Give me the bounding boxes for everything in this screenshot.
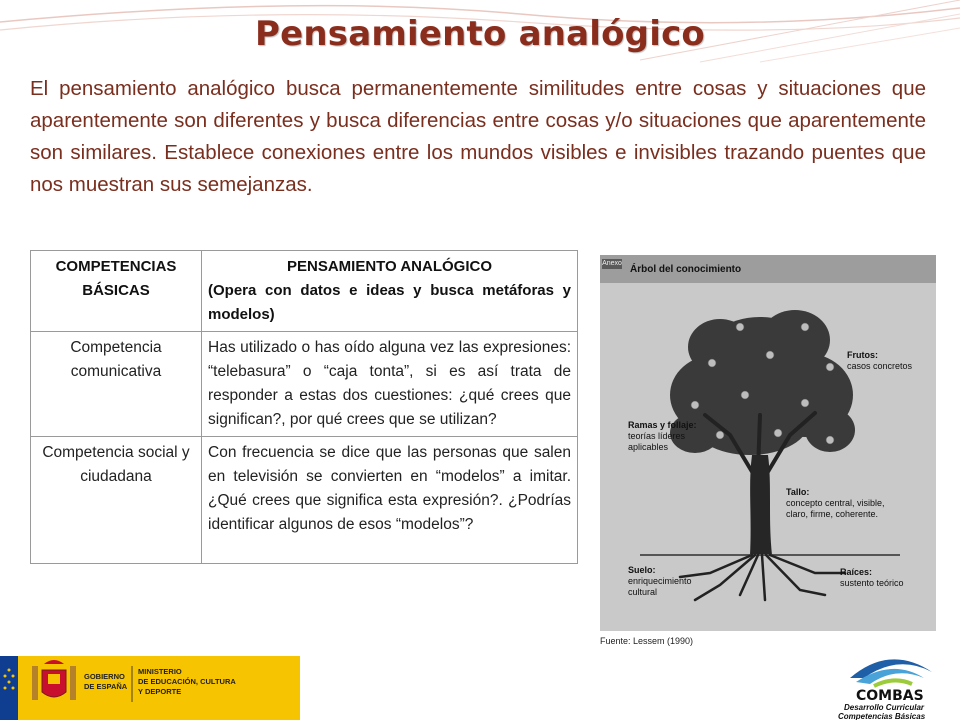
header-competencias: COMPETENCIAS BÁSICAS <box>31 251 202 332</box>
anexo-tag: Anexo <box>602 260 622 267</box>
combas-sub1: Desarrollo Curricular <box>844 703 925 712</box>
ramas-label: Ramas y follaje: teorías líderes aplicables <box>628 420 697 452</box>
table-row <box>31 437 578 564</box>
intro-paragraph: El pensamiento analógico busca permanentemente similitudes entre cosas y situaciones que aparentemente son diferentes y busca diferencias entre cosas y/o situaciones que aparentemente son similares. Establece conexiones entre los mundos visibles e invisibles trazando puentes que nos muestran sus semejanzas. <box>30 77 926 196</box>
tree-title: Árbol del conocimiento <box>630 264 742 275</box>
raices-label: Raíces: sustento teórico <box>840 567 904 588</box>
header-pensamiento <box>202 251 578 332</box>
gobierno-text-2: DE ESPAÑA <box>84 682 128 691</box>
gobierno-ministerio-logo <box>0 656 300 720</box>
header-pensamiento-sub: (Opera con datos e ideas y busca metáforas y modelos) <box>208 282 571 323</box>
gobierno-text-1: GOBIERNO <box>84 672 125 681</box>
competencias-table <box>30 250 578 564</box>
ministerio-text-2: DE EDUCACIÓN, CULTURA <box>138 677 236 686</box>
table-header-row <box>31 251 578 332</box>
suelo-label: Suelo: enriquecimiento cultural <box>628 565 692 597</box>
ministerio-text-3: Y DEPORTE <box>138 687 182 696</box>
header-pensamiento-title: PENSAMIENTO ANALÓGICO <box>286 258 492 275</box>
tallo-label: Tallo: concepto central, visible, claro, firme, coherente. <box>786 487 885 519</box>
ministerio-text-1: MINISTERIO <box>138 667 182 676</box>
page-title: Pensamiento analógico <box>255 14 705 54</box>
competencia-cell: Competencia social y ciudadana <box>31 437 202 564</box>
combas-logo <box>820 648 960 720</box>
frutos-label: Frutos: casos concretos <box>847 350 913 371</box>
competencia-cell: Competencia comunicativa <box>31 332 202 437</box>
combas-sub2: Competencias Básicas <box>838 712 926 720</box>
combas-title: COMBAS <box>856 688 924 704</box>
texto-cell: Con frecuencia se dice que las personas que salen en televisión se convierten en “modelos” a imitar. ¿Qué crees que significa esta expresión?. ¿Podrías identificar algunos de esos “modelos”? <box>202 437 578 564</box>
fuente-caption: Fuente: Lessem (1990) <box>600 636 694 646</box>
tree-figure <box>600 255 936 631</box>
texto-cell: Has utilizado o has oído alguna vez las expresiones: “telebasura” o “caja tonta”, si es así trata de responder a estas dos cuestiones: ¿qué crees que significan?, por qué crees que se utilizan? <box>202 332 578 437</box>
table-row <box>31 332 578 437</box>
